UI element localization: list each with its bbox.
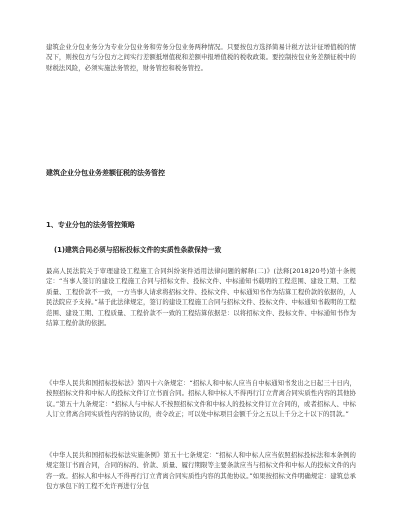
body-paragraph-2: 《中华人民共和国招标投标法》第四十六条规定：“招标人和中标人应当自中标通知书发出之日起三十日内，按照招标文件和中标人的投标文件订立书面合同。招标人和中标人不得再行订立背离合同实质性内容的其他协议。”第五十九条规定：“招标人与中标人不按照招标文件和中标人的投标文件订立合同的，或者招标人、中标人订立背离合同实质性内容的协议的，责令改正；可以处中标项目金额千分之五以上千分之十以下的罚款。” (46, 379, 356, 419)
body-paragraph-3: 《中华人民共和国招标投标法实施条例》第五十七条规定：“招标人和中标人应当依照招标投标法和本条例的规定签订书面合同，合同的标的、价款、质量、履行期限等主要条款应当与招标文件和中标人的投标文件的内容一致。招标人和中标人不得再行订立背离合同实质性内容的其他协议。”如果按招标文件明确规定：建筑总承包方承包下的工程不允许再进行分包 (46, 451, 356, 491)
section-title: 建筑企业分包业务差额征税的法务管控 (46, 169, 165, 177)
intro-paragraph: 建筑企业分包业务分为专业分包业务和劳务分包业务两种情况。只要按包方选择简易计税方法计征增值税的情况下，则按包方与分包方之间实行差额抵增值税和差额申报增值税的税收政策。要控制按包业务差额征税中的财税法风险，必须实施法务管控，财务管控和税务管控。 (46, 43, 356, 72)
subsection-title-1-1: (1)建筑合同必须与招标投标文件的实质性条款保持一致 (54, 246, 222, 254)
subsection-title-1: 1、专业分包的法务管控策略 (46, 221, 135, 229)
body-paragraph-1: 最高人民法院关于审理建设工程施工合同纠纷案件适用法律问题的解释(二)》(法释[2018]20号)第十条规定：“当事人签订的建设工程施工合同与招标文件、投标文件、中标通知书载明的工程范围、建设工期、工程质量、工程价款不一致，一方当事人请求将招标文件、投标文件、中标通知书作为结算工程价款的依据的，人民法院应予支持。”基于此法律规定，签订的建设工程施工合同与招标文件、投标文件、中标通知书载明的工程范围、建设工期、工程质量、工程价款不一致的工程结算依据是：以将招标文件、投标文件、中标通知书作为结算工程价款的依据。 (46, 267, 356, 328)
